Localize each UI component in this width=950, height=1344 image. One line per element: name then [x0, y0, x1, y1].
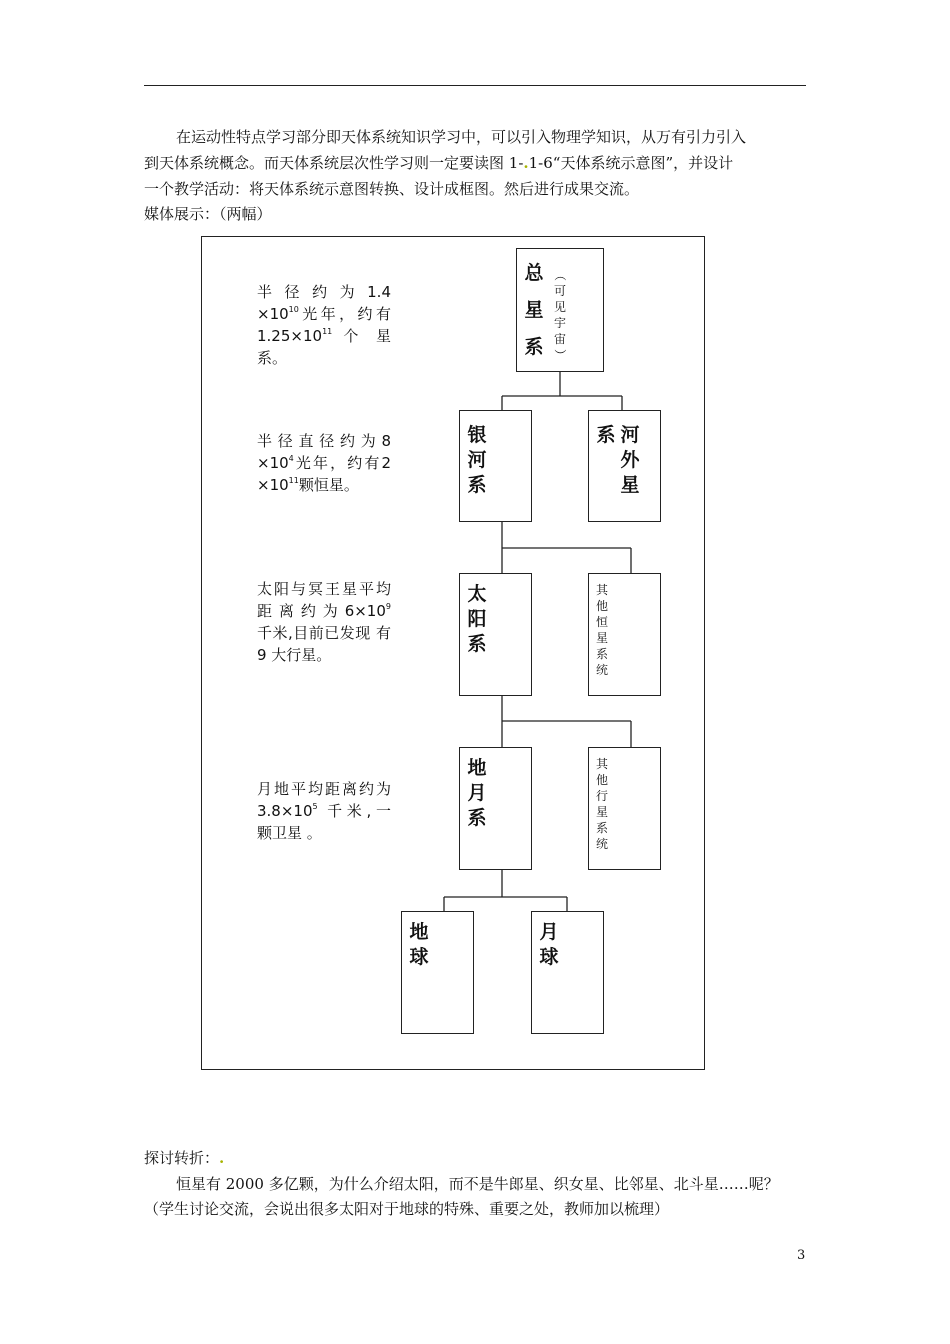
box-earth-moon-system-label: 地 月 系 [467, 757, 487, 829]
box-milky-way [459, 410, 532, 522]
box-other-planet-systems-label: 其 他 行 星 系 统 [595, 757, 608, 851]
box-other-planet-systems [588, 747, 661, 870]
box-other-star-systems [588, 573, 661, 696]
note-milky-way: 半 径 直 径 约 为 $8 \times 10^4$光年，约有$2 \times 10^{11}$颗恒星。 [257, 432, 391, 494]
box-solar-system [459, 573, 532, 696]
box-milky-way-label: 银 河 系 [467, 424, 487, 496]
discussion-line-1: 恒星有 2000 多亿颗，为什么介绍太阳，而不是牛郎星、织女星、比邻星、北斗星……呢？ [176, 1175, 779, 1193]
box-solar-system-label: 太 阳 系 [467, 583, 487, 655]
box-total-galaxy [516, 248, 604, 372]
box-other-star-systems-label: 其 他 恒 星 系 统 [595, 583, 608, 677]
note-total-galaxy: 半 径 约 为 $1.4 \times 10^{10}$光年，约有 $1.25\times 10^{11}$ 个 星 系。 [257, 283, 391, 367]
page-number: 3 [797, 1248, 806, 1263]
box-extragalactic-col1: 系 [596, 424, 616, 446]
intro-line-2: 到天体系统概念。而天体系统层次性学习则一定要读图 1-.1-6“天体系统示意图”，并设计 [144, 154, 734, 172]
discussion-heading: 探讨转折：. [144, 1149, 225, 1167]
box-extragalactic-col2: 河 外 星 [620, 424, 640, 496]
box-moon-label: 月 球 [539, 921, 559, 968]
box-earth [401, 911, 474, 1034]
media-label: 媒体展示：（两幅） [144, 205, 272, 223]
box-extragalactic [588, 410, 661, 522]
box-earth-moon-system [459, 747, 532, 870]
box-earth-label: 地 球 [409, 921, 429, 968]
discussion-line-2: （学生讨论交流，会说出很多太阳对于地球的特殊、重要之处，教师加以梳理） [144, 1200, 670, 1218]
box-total-galaxy-label: 总 星 系 [524, 262, 544, 358]
box-total-galaxy-note: （ 可 见 宇 宙 ） [553, 268, 567, 361]
box-moon [531, 911, 604, 1034]
intro-line-3: 一个教学活动：将天体系统示意图转换、设计成框图。然后进行成果交流。 [144, 180, 640, 198]
intro-line-1: 在运动性特点学习部分即天体系统知识学习中，可以引入物理学知识，从万有引力引入 [176, 128, 747, 146]
note-earth-moon: 月地平均距离约为 $3.8\times 10^5$ 千米,一 颗卫星 。 [257, 780, 391, 842]
note-solar-system: 太阳与冥王星平均 距 离 约 为 $6\times 10^9$ 千米,目前已发现 有 9 大行星。 [257, 580, 391, 664]
